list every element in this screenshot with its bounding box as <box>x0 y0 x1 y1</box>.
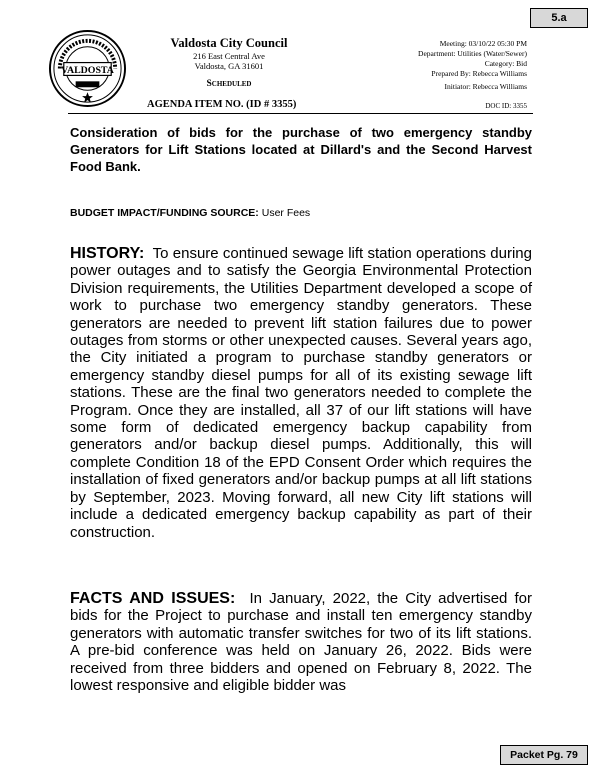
doc-id: DOC ID: 3355 <box>485 102 527 110</box>
budget-label: BUDGET IMPACT/FUNDING SOURCE: <box>70 207 259 219</box>
history-text: To ensure continued sewage lift station operations during power outages and to satisfy the Georgia Environmental Protection Division requirements, the Utilities Department developed a scope of work to purchase two emergency standby generators. These generators are needed to prevent lift station failures due to power outages from storms or other unexpected causes. Several years ago, the City initiated a program to purchase standby generators or emergency standby diesel pumps for all of its existing sewage lift stations. These are the final two generators needed to complete the Program. Once they are installed, all 37 of our lift stations will have some form of dedicated emergency backup capability from generators and/or backup diesel pumps. Additionally, this will complete Condition 18 of the EPD Consent Order which requires the installation of fixed generators and/or backup pumps at all lift stations by September, 2023. Moving forward, all new City lift stations will include a dedicated emergency backup capability as part of their construction. <box>70 245 532 541</box>
agenda-tab-label: 5.a <box>530 8 588 28</box>
city-seal-logo <box>48 29 127 108</box>
prepared-by: Prepared By: Rebecca Williams <box>431 69 527 78</box>
budget-value: User Fees <box>261 207 311 219</box>
agenda-subject: Consideration of bids for the purchase of two emergency standby Generators for Lift Stations located at Dillard's and the Second Harvest Food Bank. <box>70 125 532 174</box>
svg-text:VALDOSTA: VALDOSTA <box>61 64 114 76</box>
council-header <box>160 36 298 71</box>
facts-text: In January, 2022, the City advertised for bids for the Project to purchase and install ten emergency standby generators with automatic transfer switches for two of its lift stations. A pre-bid conference was held on January 26, 2022. Bids were received from three bidders and opened on February 8, 2022. The lowest responsive and eligible bidder was <box>70 590 532 695</box>
header-divider <box>68 113 533 114</box>
agenda-item-number: AGENDA ITEM NO. (ID # 3355) <box>147 99 297 110</box>
history-section <box>70 245 532 541</box>
address-line-1: 216 East Central Ave <box>193 51 265 61</box>
department: Department: Utilities (Water/Sewer) <box>418 49 527 58</box>
packet-page-number: Packet Pg. 79 <box>500 745 588 765</box>
status-scheduled: Scheduled <box>206 79 252 89</box>
budget-impact <box>70 207 310 219</box>
facts-label: FACTS AND ISSUES: <box>70 590 236 607</box>
address-line-2: Valdosta, GA 31601 <box>194 61 264 71</box>
initiator: Initiator: Rebecca Williams <box>444 82 527 91</box>
council-name: Valdosta City Council <box>170 36 288 50</box>
meeting-date: Meeting: 03/10/22 05:30 PM <box>439 39 527 48</box>
history-label: HISTORY: <box>70 245 145 262</box>
meeting-meta <box>418 39 527 79</box>
category: Category: Bid <box>484 59 527 68</box>
facts-section <box>70 590 532 694</box>
